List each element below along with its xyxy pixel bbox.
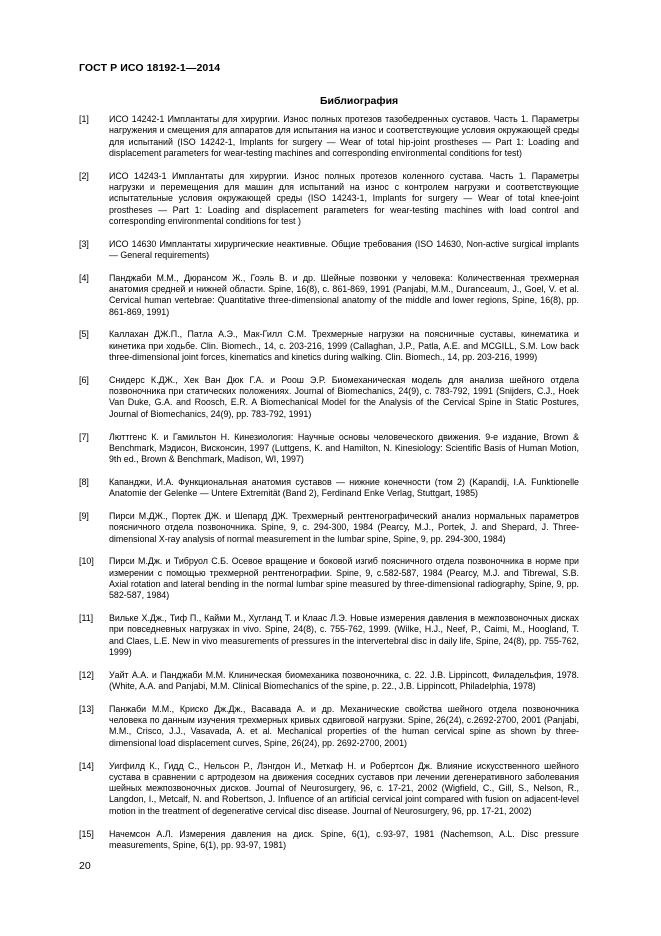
bibliography-title: Библиография	[320, 95, 399, 107]
reference-text: Пирси М.Дж. и Тибруол С.Б. Осевое вращение и боковой изгиб поясничного отдела позвоночника в норме при измерении с помощью трехмерной рентгенографии. Spine, 9, с.582-587, 1984 (Pearcy, M.J. and Tibrewal, S.B. Axial rotation and lateral bending in the normal lumbar spine measured by three-dimensional radiography, Spine, 9, pp. 582-587, 1984)	[109, 556, 579, 601]
reference-text: Снидерс К.ДЖ., Хек Ван Дюк Г.А. и Роош Э.Р. Биомеханическая модель для анализа шейного отдела позвоночника при статических положениях. Journal of Biomechanics, 24(9), с. 783-792, 1991 (Snijders, C.J., Hoek Van Duke, G.A. and Roosch, E.R. A Biomechanical Model for the Analysis of the Cervical Spine in Static Postures, Journal of Biomechanics, 24(9), pp. 783-792, 1991)	[109, 374, 579, 419]
reference-item	[79, 329, 579, 363]
reference-item	[79, 829, 579, 852]
reference-number: [13]	[79, 703, 94, 714]
reference-number: [14]	[79, 760, 94, 771]
reference-item	[79, 273, 579, 318]
reference-number: [11]	[79, 613, 94, 624]
page-number: 20	[79, 860, 91, 872]
reference-text: ИСО 14630 Имплантаты хирургические неактивные. Общие требования (ISO 14630, Non-active surgical implants — General requirements)	[109, 238, 579, 260]
reference-item	[79, 375, 579, 420]
reference-item	[79, 761, 579, 817]
reference-text: Пирси М.ДЖ., Портек ДЖ. и Шепард ДЖ. Трехмерный рентгенографический анализ нормальных параметров поясничного отдела позвоночника. Spine, 9, с. 294-300, 1984 (Pearcy, M.J., Portek, J. and Shepard, J. Three-dimensional X-ray analysis of normal measurement in the lumbar spine, Spine, 9, pp. 294-300, 1984)	[109, 511, 579, 544]
document-code-header: ГОСТ Р ИСО 18192-1—2014	[79, 62, 221, 74]
reference-list	[79, 114, 579, 863]
reference-number: [15]	[79, 828, 94, 839]
reference-number: [7]	[79, 431, 89, 442]
reference-text: ИСО 14242-1 Имплантаты для хирургии. Износ полных протезов тазобедренных суставов. Часть 1. Параметры нагружения и смещения для аппаратов для испытания на износ и соответствующие условия окружающей среды для испытаний (ISO 14242-1, Implants for surgery — Wear of total hip-joint prostheses — Part 1: Loading and displacement parameters for wear-testing machines and corresponding environmental conditions for test)	[109, 114, 579, 158]
reference-item	[79, 432, 579, 466]
reference-item	[79, 477, 579, 500]
reference-item	[79, 556, 579, 601]
reference-text: Начемсон А.Л. Измерения давления на диск. Spine, 6(1), с.93-97, 1981 (Nachemson, A.L. Disc pressure measurements, Spine, 6(1), pp. 93-97, 1981)	[109, 828, 579, 850]
reference-number: [4]	[79, 272, 89, 283]
reference-item	[79, 511, 579, 545]
reference-number: [6]	[79, 374, 89, 385]
reference-text: Люттгенс К. и Гамильтон Н. Кинезиология: Научные основы человеческого движения. 9-е издание, Brown & Benchmark, Мэдисон, Висконсин, 1997 (Luttgens, K. and Hamilton, N. Kinesiology: Scientific Basis of Human Motion, 9th ed., Brown & Benchmark, Madison, WI, 1997)	[109, 431, 579, 465]
reference-item	[79, 613, 579, 658]
reference-number: [1]	[79, 114, 89, 124]
reference-text: Панжаби М.М., Криско Дж.Дж., Васавада А. и др. Механические свойства шейного отдела позвоночника человека по данным изучения трехмерных кривых сдвиговой нагрузки. Spine, 26(24), с.2692-2700, 2001 (Panjabi, M.M., Crisco, J.J., Vasavada, A. et al. Mechanical properties of the human cervical spine as shown by three-dimensional load displacement curves, Spine, 26(24), pp. 2692-2700, 2001)	[109, 703, 579, 748]
reference-item	[79, 670, 579, 693]
reference-number: [8]	[79, 476, 89, 487]
reference-item	[79, 114, 579, 159]
reference-number: [10]	[79, 556, 94, 567]
reference-text: Уигфилд К., Гидд С., Нельсон Р., Лэнгдон И., Меткаф Н. и Робертсон Дж. Влияние искусственного шейного сустава в сравнении с артродезом на движения соседних суставов при лечении дегенеративного заболевания шейных межпозвоночных дисков. Journal of Neurosurgery, 96, с. 17-21, 2002 (Wigfield, C., Gill, S., Nelson, R., Langdon, I., Metcalf, N. and Robertson, J. Influence of an artificial cervical joint compared with fusion on adjacent-level motion in the treatment of degenerative cervical disc disease. Journal of Neurosurgery, 96, pp. 17-21, 2002)	[109, 760, 579, 816]
reference-text: Капанджи, И.А. Функциональная анатомия суставов — нижние конечности (том 2) (Kapandij, I.A. Funktionelle Anatomie der Gelenke — Untere Extremität (Band 2), Ferdinand Enke Verlag, Stuttgart, 1985)	[109, 476, 579, 499]
reference-number: [5]	[79, 329, 89, 340]
reference-item	[79, 239, 579, 262]
reference-item	[79, 704, 579, 749]
reference-item	[79, 171, 579, 227]
reference-number: [9]	[79, 511, 89, 522]
reference-text: Уайт А.А. и Панджаби М.М. Клиническая биомеханика позвоночника, с. 22. J.B. Lippincott, Филадельфия, 1978. (White, A.A. and Panjabi, M.M. Clinical Biomechanics of the spine, p. 22., J.B. Lippincott, Philadelphia, 1978)	[109, 669, 579, 692]
reference-text: ИСО 14243-1 Имплантаты для хирургии. Износ полных протезов коленного сустава. Часть 1. Параметры нагрузки и перемещения для машин для испытаний на износ с контролем нагрузки и соответствующие испытательные условия окружающей среды (ISO 14243-1, Implants for surgery — Wear of total knee-joint prostheses — Part 1: Loading and displacement parameters for wear-testing machines with load control and corresponding environmental conditions for test )	[109, 170, 579, 226]
reference-number: [12]	[79, 669, 94, 680]
reference-text: Каллахан ДЖ.П., Патла А.Э., Мак-Гилл С.М. Трехмерные нагрузки на поясничные суставы, кинематика и кинетика при ходьбе. Clin. Biomech., 14, с. 203-216, 1999 (Callaghan, J.P., Patla, A.E. and MCGILL, S.M. Low back three-dimensional joint forces, kinematics and kinetics during walking. Clin. Biomech., 14, pp. 203-216, 1999)	[109, 329, 579, 363]
reference-number: [2]	[79, 170, 89, 181]
reference-number: [3]	[79, 238, 89, 249]
reference-text: Вильке Х.Дж., Тиф П., Кайми М., Хугланд Т. и Клаас Л.Э. Новые измерения давления в межпозвоночных дисках при повседневных нагрузках in vivo. Spine, 24(8), с. 755-762, 1999. (Wilke, H.J., Neef, P., Caimi, M., Hoogland, T. and Claes, L.E. New in vivo measurements of pressures in the intervertebral disc in daily life, Spine, 24(8), pp. 755-762, 1999)	[109, 613, 579, 657]
reference-text: Панджаби М.М., Дюрансом Ж., Гоэль В. и др. Шейные позвонки у человека: Количественная трехмерная анатомия средней и нижней области. Spine, 16(8), с. 861-869, 1991 (Panjabi, M.M., Duranceaum, J., Goel, V. et al. Cervical human vertebrae: Quantitative three-dimensional anatomy of the middle and lower regions, Spine, 16(8), pp. 861-869, 1991)	[109, 272, 579, 317]
